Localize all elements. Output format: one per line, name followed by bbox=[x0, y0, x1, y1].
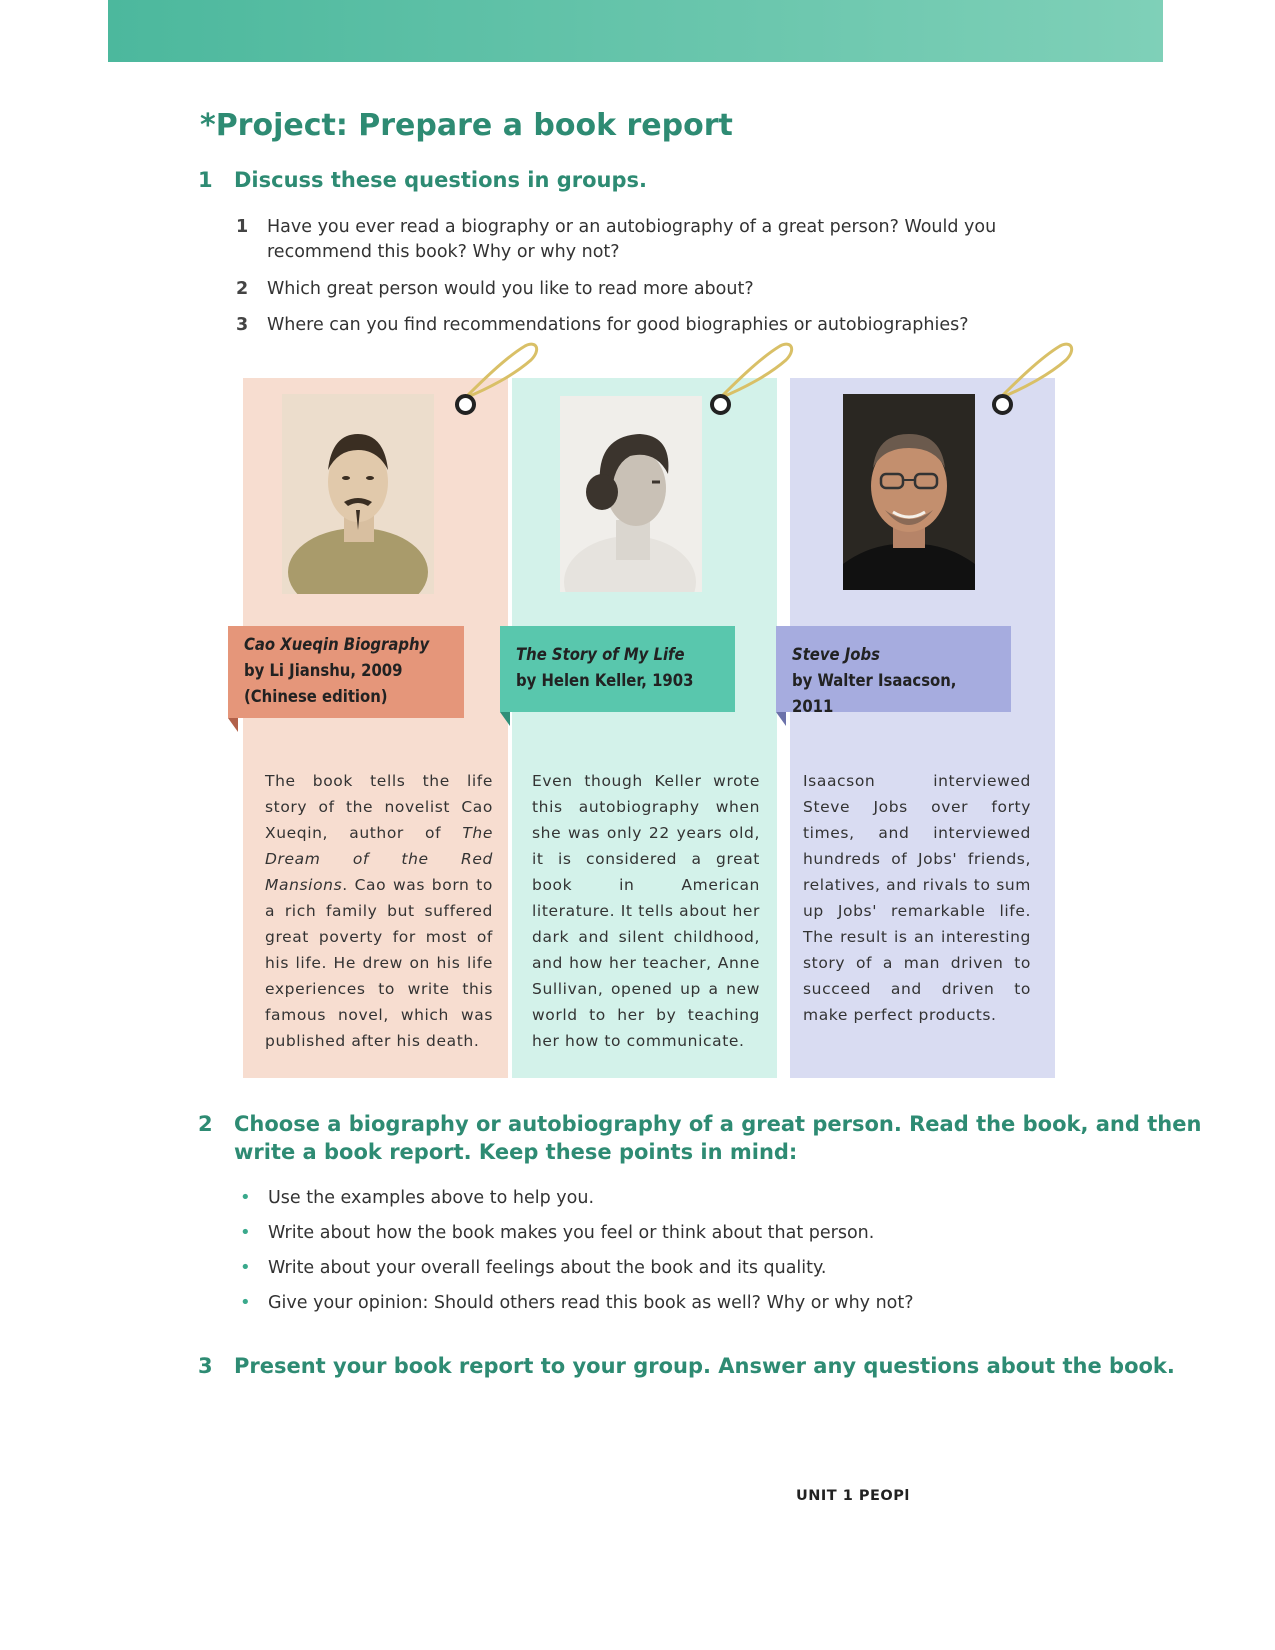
section-1-heading bbox=[198, 166, 647, 194]
book-description-keller: Even though Keller wrote this autobiography when she was only 22 years old, it is considered a great book in American literature. It tells about her dark and silent childhood, and how her teacher, Anne Sullivan, opened up a new world to her by teaching her how to communicate. bbox=[532, 772, 760, 1050]
book-description-jobs: Isaacson interviewed Steve Jobs over forty times, and interviewed hundreds of Jobs' friends, relatives, and rivals to sum up Jobs' remarkable life. The result is an interesting story of a man driven to succeed and driven to make perfect products. bbox=[803, 772, 1031, 1024]
portrait-cao-xueqin bbox=[282, 394, 434, 594]
section-3-number: 3 bbox=[198, 1354, 213, 1378]
tag-ring-icon bbox=[455, 394, 476, 415]
question-number: 1 bbox=[236, 217, 249, 237]
bullet-item bbox=[240, 1221, 874, 1245]
description-text: The book tells the life story of the novelist Cao Xueqin, author of bbox=[265, 772, 493, 842]
question-number: 2 bbox=[236, 279, 249, 299]
bullet-text: Use the examples above to help you. bbox=[268, 1188, 595, 1208]
bullet-dot-icon: • bbox=[240, 1292, 251, 1313]
bullet-dot-icon: • bbox=[240, 1187, 251, 1208]
book-label-jobs bbox=[776, 626, 1011, 716]
bullet-dot-icon: • bbox=[240, 1257, 251, 1278]
portrait-steve-jobs bbox=[843, 394, 975, 590]
portrait-helen-keller bbox=[560, 396, 702, 592]
book-byline: by Li Jianshu, 2009 bbox=[244, 661, 403, 680]
section-3-heading bbox=[198, 1352, 1175, 1380]
book-title: Cao Xueqin Biography bbox=[244, 635, 430, 654]
bullet-item bbox=[240, 1256, 826, 1280]
book-title: Steve Jobs bbox=[792, 645, 880, 664]
section-1-text: Discuss these questions in groups. bbox=[234, 168, 648, 192]
bullet-item bbox=[240, 1186, 594, 1210]
description-text: . Cao was born to a rich family but suffered great poverty for most of his life. He drew on his life experiences to write this famous novel, which was published after his death. bbox=[265, 876, 493, 1050]
section-2-number: 2 bbox=[198, 1112, 213, 1136]
tag-ring-icon bbox=[710, 394, 731, 415]
novel-title: The Dream of the Red Mansions bbox=[265, 824, 493, 894]
question-2 bbox=[236, 277, 1076, 302]
page-footer: UNIT 1 PEOPl bbox=[796, 1488, 910, 1504]
section-3-text: Present your book report to your group. Answer any questions about the book. bbox=[234, 1354, 1175, 1378]
header-band bbox=[108, 0, 1163, 62]
bullet-item bbox=[240, 1291, 914, 1315]
book-title: The Story of My Life bbox=[516, 645, 685, 664]
label-fold bbox=[228, 718, 238, 732]
book-description-cao bbox=[265, 768, 493, 1054]
bullet-text: Give your opinion: Should others read this book as well? Why or why not? bbox=[268, 1293, 914, 1313]
book-byline: by Walter Isaacson, 2011 bbox=[792, 671, 957, 716]
section-2-heading bbox=[198, 1110, 1201, 1166]
book-label-keller bbox=[500, 626, 735, 712]
bullet-text: Write about your overall feelings about the book and its quality. bbox=[268, 1258, 827, 1278]
project-title: *Project: Prepare a book report bbox=[200, 108, 733, 143]
question-text: Which great person would you like to read more about? bbox=[267, 279, 754, 299]
bullet-text: Write about how the book makes you feel or think about that person. bbox=[268, 1223, 875, 1243]
section-2-line-1: Choose a biography or autobiography of a great person. Read the book, and then bbox=[234, 1112, 1202, 1136]
question-text: Have you ever read a biography or an autobiography of a great person? Would you recommend this book? Why or why not? bbox=[267, 217, 997, 262]
book-label-cao bbox=[228, 626, 464, 718]
label-fold bbox=[776, 712, 786, 726]
book-byline: by Helen Keller, 1903 bbox=[516, 671, 694, 690]
section-2-line-2: write a book report. Keep these points in mind: bbox=[234, 1140, 798, 1164]
question-text: Where can you find recommendations for good biographies or autobiographies? bbox=[267, 315, 969, 335]
label-fold bbox=[500, 712, 510, 726]
section-1-number: 1 bbox=[198, 168, 213, 192]
question-1 bbox=[236, 215, 1076, 265]
tag-ring-icon bbox=[992, 394, 1013, 415]
bullet-dot-icon: • bbox=[240, 1222, 251, 1243]
question-number: 3 bbox=[236, 315, 249, 335]
section-2-text bbox=[234, 1110, 1201, 1166]
book-note: (Chinese edition) bbox=[244, 687, 388, 706]
question-3 bbox=[236, 313, 1076, 338]
